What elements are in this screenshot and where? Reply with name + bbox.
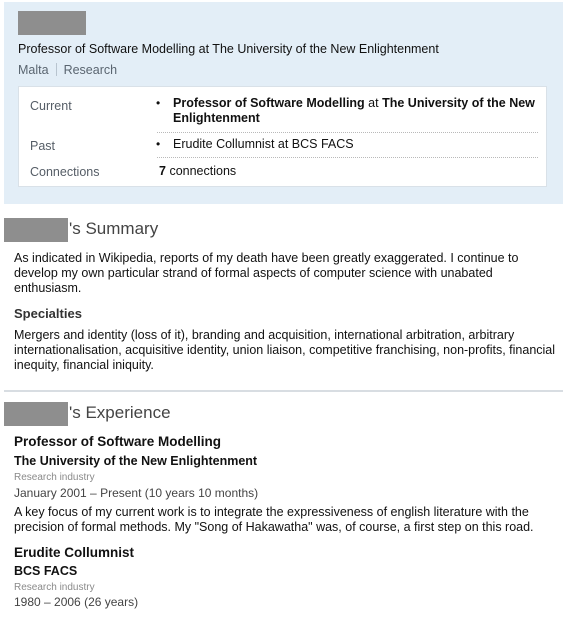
bullet-icon: • [156, 96, 161, 110]
job-company[interactable]: The University of the New Enlightenment [14, 454, 258, 468]
job-title[interactable]: Professor of Software Modelling [14, 434, 222, 449]
specialties-text: Mergers and identity (loss of it), branding and acquisition, international arbitration, arbitrary internationalisation, acquisitive identity, union liaison, competitive franchising, non-profits, financial inequity, financial iniquity. [14, 328, 556, 372]
past-row [19, 132, 546, 157]
profile-header-card [4, 2, 563, 204]
job-industry: Research industry [14, 582, 95, 593]
summary-title: 's Summary [69, 219, 159, 238]
current-org-link[interactable]: The University of the New Enlightenment [173, 96, 535, 125]
job-dates: 1980 – 2006 (26 years) [14, 595, 139, 609]
current-value [156, 96, 539, 126]
current-row [19, 87, 546, 132]
past-value [156, 137, 354, 151]
connections-count: 7 [159, 164, 166, 178]
connections-row [19, 157, 546, 187]
connections-label: Connections [30, 165, 100, 179]
job-title[interactable]: Erudite Collumnist [14, 545, 135, 560]
location-link[interactable]: Malta [18, 63, 49, 77]
job-industry: Research industry [14, 472, 95, 483]
section-divider [4, 390, 563, 392]
industry-link[interactable]: Research [63, 63, 118, 77]
location-line [18, 63, 117, 77]
redacted-name [4, 218, 68, 242]
profile-headline: Professor of Software Modelling at The University of the New Enlightenment [18, 42, 439, 56]
specialties-heading: Specialties [14, 306, 82, 321]
current-title-link[interactable]: Professor of Software Modelling [173, 96, 365, 110]
job-dates: January 2001 – Present (10 years 10 months) [14, 486, 259, 500]
connections-value[interactable] [159, 164, 236, 178]
summary-text: As indicated in Wikipedia, reports of my death have been greatly exaggerated. I continue to develop my own particular strand of formal aspects of computer science with unabated enthusiasm. [14, 251, 519, 295]
job-company[interactable]: BCS FACS [14, 564, 78, 578]
past-label: Past [30, 139, 56, 153]
job-description: A key focus of my current work is to integrate the expressiveness of english literature with the precision of formal methods. My "Song of Hakawatha" was, of course, a first step on this road. [14, 505, 534, 534]
connections-word: connections [169, 164, 237, 178]
past-value-text[interactable]: Erudite Collumnist at BCS FACS [173, 137, 354, 151]
bullet-icon: • [156, 137, 161, 151]
redacted-name [18, 11, 86, 35]
separator [56, 63, 57, 76]
experience-title: 's Experience [69, 403, 171, 422]
current-at: at [368, 96, 379, 110]
profile-overview-table [18, 86, 547, 187]
redacted-name [4, 402, 68, 426]
current-label: Current [30, 99, 72, 113]
